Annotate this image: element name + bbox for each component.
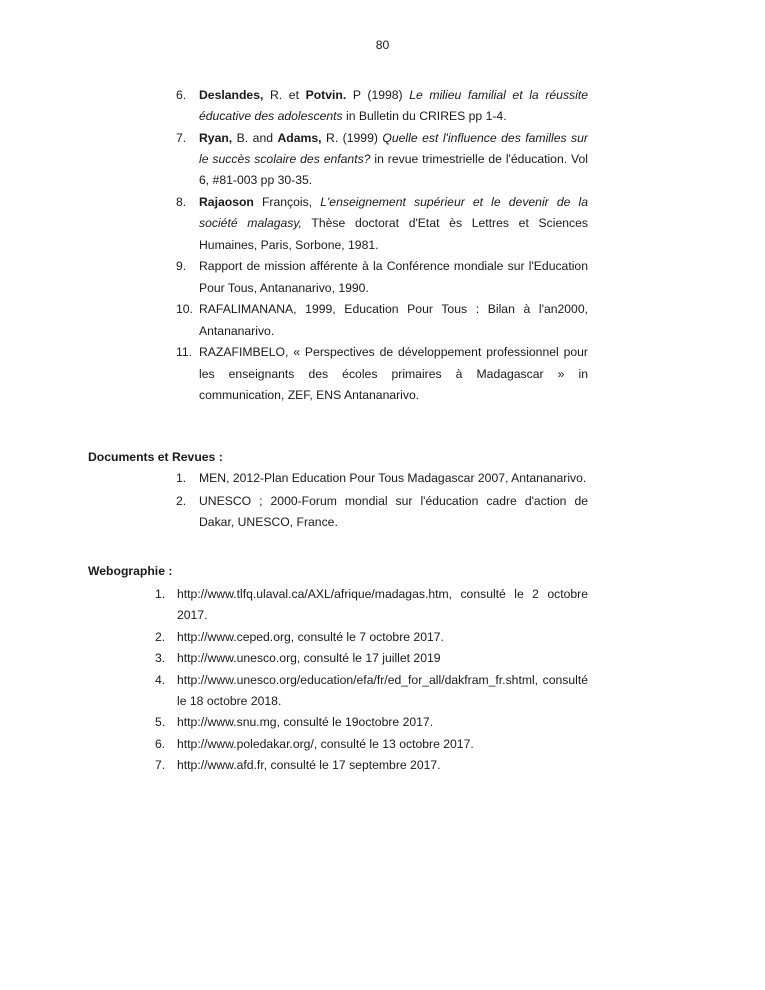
reference-item <box>176 299 588 341</box>
item-number: 9. <box>176 259 187 274</box>
documents-heading: Documents et Revues : <box>88 450 223 464</box>
web-reference-text: http://www.snu.mg, consulté le 19octobre 2017. <box>177 715 434 730</box>
item-number: 6. <box>176 88 187 102</box>
work-title: Le milieu familial et la réussite éducative des adolescents <box>199 88 589 124</box>
reference-text: in revue trimestrielle de l'éducation. Vol 6, #81-003 pp 30-35. <box>199 152 588 188</box>
reference-item <box>176 85 589 127</box>
reference-text: in Bulletin du CRIRES pp 1-4. <box>342 109 507 124</box>
web-reference-item <box>155 712 588 733</box>
item-number: 2. <box>155 629 166 644</box>
web-reference-text: http://www.unesco.org/education/efa/fr/ed_for_all/dakfram_fr.shtml, consulté le 18 octobre 2018. <box>177 672 588 709</box>
document-text: UNESCO ; 2000-Forum mondial sur l'éducation cadre d'action de Dakar, UNESCO, France. <box>199 494 588 529</box>
page-number: 80 <box>375 38 390 52</box>
web-reference-item <box>155 755 588 776</box>
reference-text: B. and <box>232 131 278 145</box>
reference-text: François, <box>253 195 321 210</box>
item-number: 11. <box>176 345 193 360</box>
reference-text: R. et <box>263 88 306 102</box>
author-name: Rajaoson <box>199 195 254 210</box>
reference-text: R. (1999) <box>321 131 383 145</box>
web-reference-item <box>155 670 588 713</box>
reference-text: RAFALIMANANA, 1999, Education Pour Tous : Bilan à l'an2000, Antananarivo. <box>199 302 588 338</box>
web-reference-text: http://www.poledakar.org/, consulté le 13 octobre 2017. <box>177 736 474 751</box>
author-name: Deslandes, <box>199 88 264 102</box>
document-item <box>176 491 588 533</box>
reference-text: Rapport de mission afférente à la Conférence mondiale sur l'Education Pour Tous, Antananarivo, 1990. <box>199 259 588 295</box>
documents-list <box>176 471 588 533</box>
document-item <box>176 471 588 485</box>
item-number: 3. <box>155 651 166 666</box>
webographie-list <box>155 584 588 777</box>
item-number: 1. <box>176 471 187 485</box>
item-number: 8. <box>176 195 187 210</box>
work-title: Quelle est l'influence des familles sur le succès scolaire des enfants? <box>199 131 588 167</box>
item-number: 5. <box>155 715 166 730</box>
webographie-heading: Webographie : <box>88 564 173 578</box>
reference-item <box>176 256 588 298</box>
author-name: Ryan, <box>199 131 233 145</box>
reference-item <box>176 342 588 406</box>
web-reference-item <box>155 734 588 755</box>
item-number: 7. <box>176 131 187 145</box>
web-reference-item <box>155 627 588 648</box>
reference-item <box>176 192 588 256</box>
reference-text: P (1998) <box>346 88 410 102</box>
web-reference-text: http://www.tlfq.ulaval.ca/AXL/afrique/madagas.htm, consulté le 2 octobre 2017. <box>177 587 588 623</box>
references-list <box>176 85 589 407</box>
author-name: Potvin. <box>305 88 347 102</box>
author-name: Adams, <box>277 131 322 145</box>
reference-text: Thèse doctorat d'Etat ès Lettres et Sciences Humaines, Paris, Sorbone, 1981. <box>199 216 588 252</box>
web-reference-text: http://www.afd.fr, consulté le 17 septembre 2017. <box>177 758 441 773</box>
item-number: 6. <box>155 736 166 751</box>
item-number: 10. <box>176 302 193 317</box>
work-title: L'enseignement supérieur et le devenir de la société malagasy, <box>199 195 588 231</box>
item-number: 1. <box>155 587 166 601</box>
item-number: 7. <box>155 758 166 773</box>
reference-item <box>176 128 588 192</box>
web-reference-text: http://www.unesco.org, consulté le 17 juillet 2019 <box>177 651 441 666</box>
reference-text: RAZAFIMBELO, « Perspectives de développement professionnel pour les enseignants des écoles primaires à Madagascar » in communication, ZEF, ENS Antananarivo. <box>199 345 588 402</box>
item-number: 4. <box>155 672 166 687</box>
web-reference-item <box>155 584 588 627</box>
item-number: 2. <box>176 494 187 508</box>
web-reference-text: http://www.ceped.org, consulté le 7 octobre 2017. <box>177 629 444 644</box>
web-reference-item <box>155 648 588 669</box>
document-text: MEN, 2012-Plan Education Pour Tous Madagascar 2007, Antananarivo. <box>199 471 587 485</box>
